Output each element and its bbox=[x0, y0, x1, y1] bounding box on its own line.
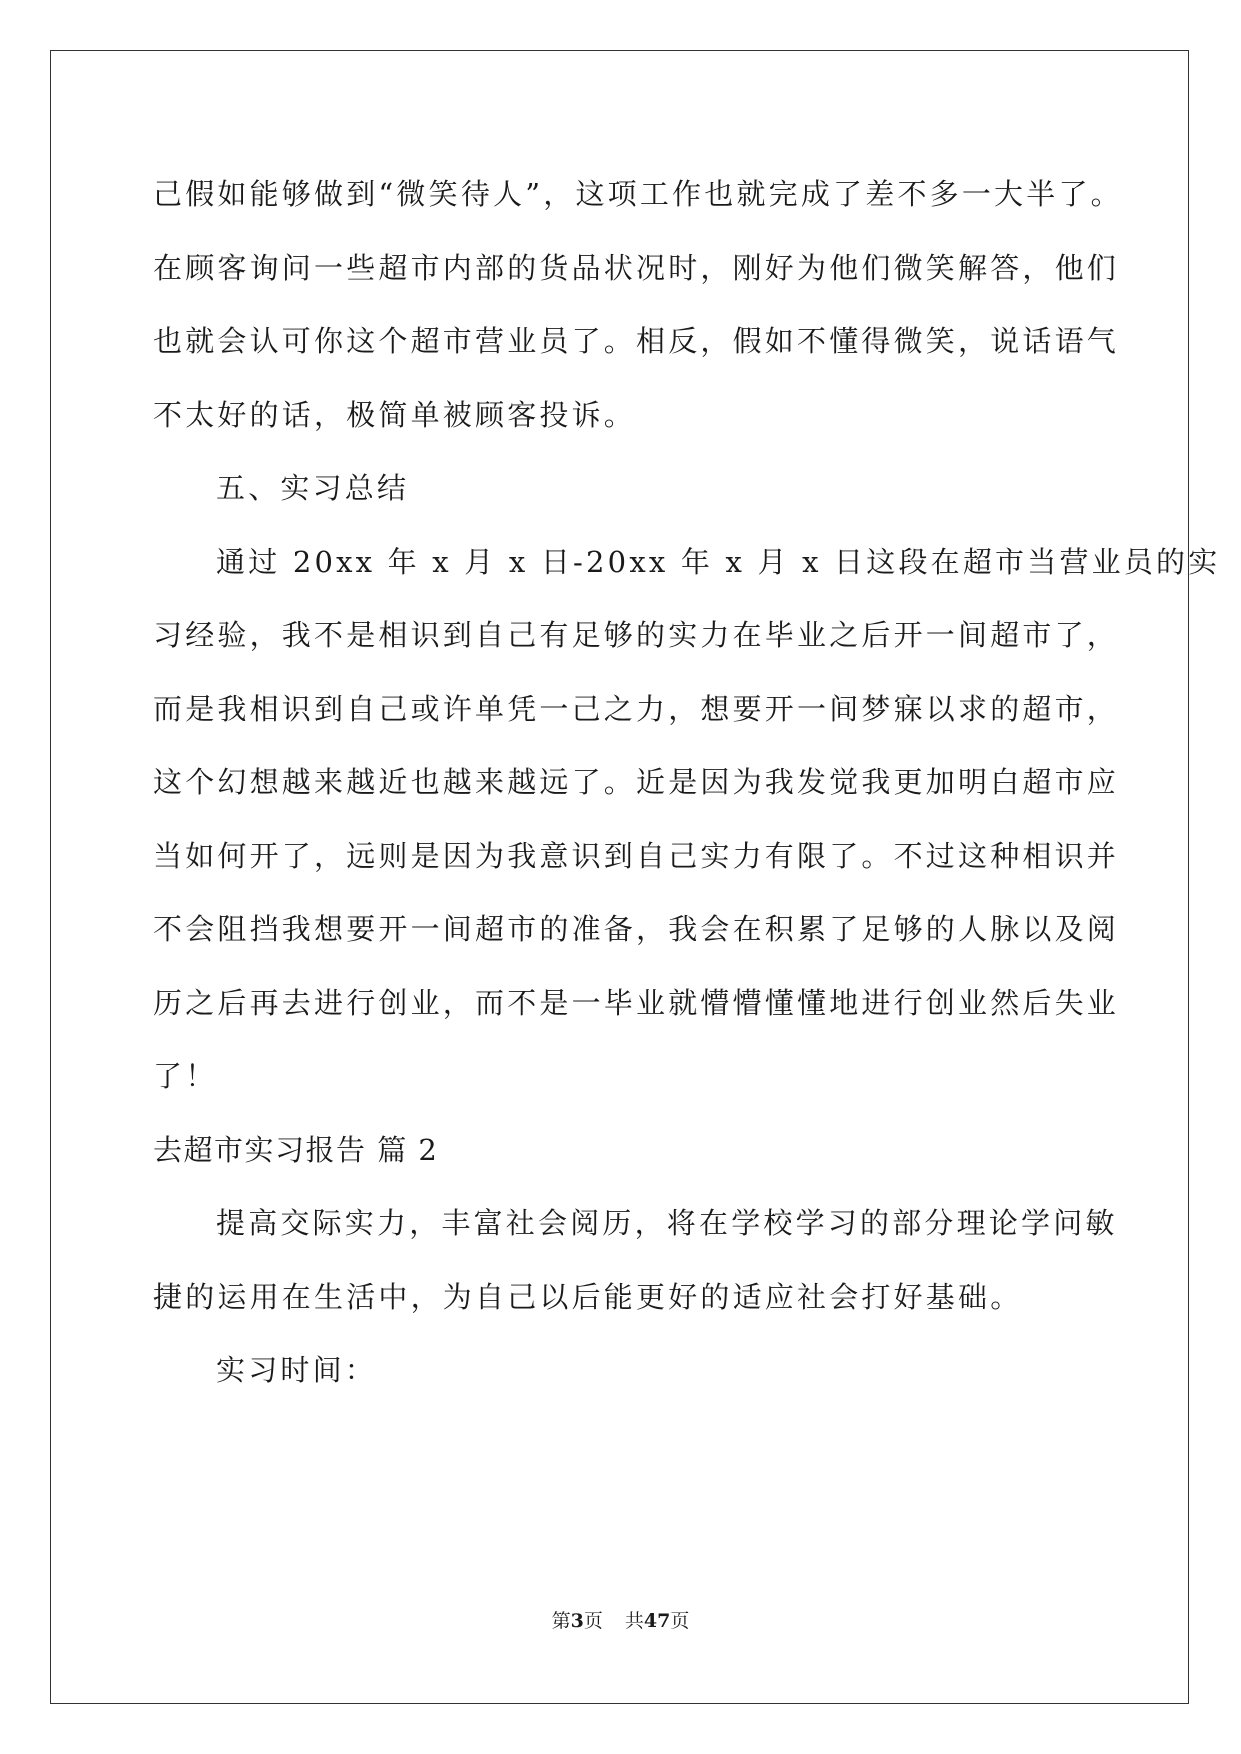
text-line: 习经验，我不是相识到自己有足够的实力在毕业之后开一间超市了， bbox=[153, 618, 1120, 652]
text-line: 历之后再去进行创业，而不是一毕业就懵懵懂懂地进行创业然后失业 bbox=[153, 985, 1120, 1020]
footer-total-prefix: 共 bbox=[624, 1610, 644, 1632]
text-line: 了！ bbox=[153, 1059, 218, 1093]
text-line: 通过 20xx 年 x 月 x 日-20xx 年 x 月 x 日这段在超市当营业员的实 bbox=[216, 544, 1221, 579]
text-line: 当如何开了，远则是因为我意识到自己实力有限了。不过这种相识并 bbox=[153, 838, 1120, 873]
text-line: 提高交际实力，丰富社会阅历，将在学校学习的部分理论学问敏 bbox=[216, 1206, 1118, 1240]
footer-page-number: 3 bbox=[570, 1610, 584, 1632]
text-line: 不会阻挡我想要开一间超市的准备，我会在积累了足够的人脉以及阅 bbox=[153, 912, 1120, 946]
article-title: 去超市实习报告 篇 2 bbox=[153, 1132, 439, 1167]
document-body bbox=[153, 158, 1221, 1408]
text-line: 捷的运用在生活中，为自己以后能更好的适应社会打好基础。 bbox=[153, 1279, 1023, 1314]
footer-total-pages: 47 bbox=[643, 1610, 671, 1632]
text-line: 不太好的话，极简单被顾客投诉。 bbox=[153, 397, 637, 432]
page-footer bbox=[0, 1606, 1241, 1633]
footer-page-suffix: 页 bbox=[583, 1610, 603, 1632]
text-line: 实习时间： bbox=[216, 1353, 378, 1387]
text-line: 己假如能够做到“微笑待人”，这项工作也就完成了差不多一大半了。 bbox=[153, 177, 1123, 211]
text-line: 而是我相识到自己或许单凭一己之力，想要开一间梦寐以求的超市， bbox=[153, 691, 1120, 726]
section-heading: 五、实习总结 bbox=[216, 471, 410, 505]
footer-total-suffix: 页 bbox=[670, 1610, 690, 1632]
text-line: 也就会认可你这个超市营业员了。相反，假如不懂得微笑，说话语气 bbox=[153, 324, 1120, 358]
text-line: 在顾客询问一些超市内部的货品状况时，刚好为他们微笑解答，他们 bbox=[153, 250, 1120, 285]
footer-page-prefix: 第 bbox=[551, 1610, 571, 1632]
text-line: 这个幻想越来越近也越来越远了。近是因为我发觉我更加明白超市应 bbox=[153, 765, 1120, 799]
